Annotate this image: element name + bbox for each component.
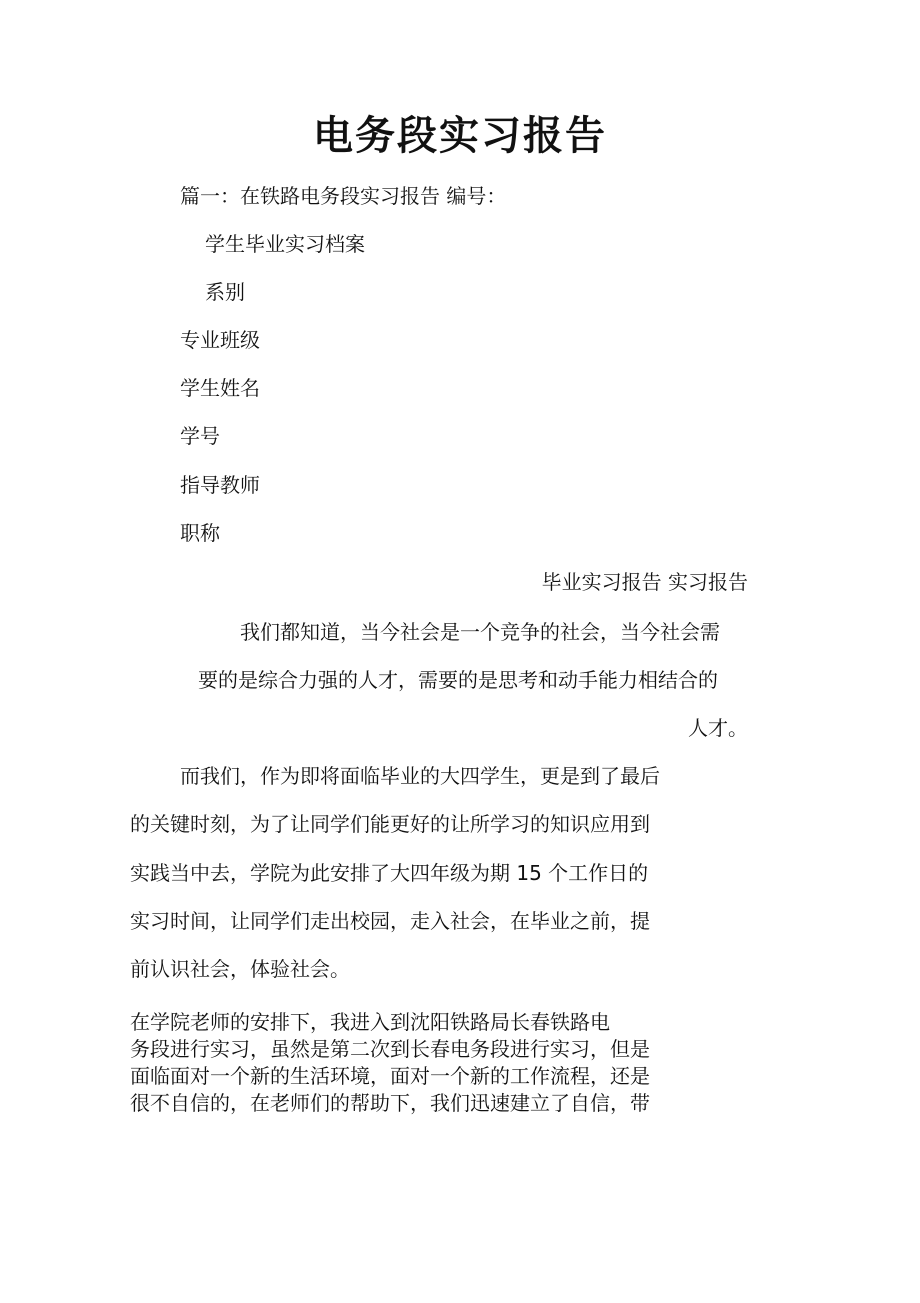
paragraph2-line-3: 面临面对一个新的生活环境，面对一个新的工作流程，还是 [130,1064,650,1088]
cover-archive: 学生毕业实习档案 [205,232,365,256]
intro-line-3: 人才。 [688,716,748,740]
paragraph1-line-3: 实践当中去，学院为此安排了大四年级为期 15 个工作日的 [130,861,649,885]
document-title: 电务段实习报告 [313,113,607,159]
report-label: 毕业实习报告 实习报告 [541,570,748,594]
paragraph2-line-2: 务段进行实习，虽然是第二次到长春电务段进行实习，但是 [130,1037,650,1061]
intro-line-1: 我们都知道，当今社会是一个竞争的社会，当今社会需 [240,620,720,644]
cover-advisor-title: 职称 [180,521,220,545]
cover-heading: 篇一：在铁路电务段实习报告 编号： [180,184,507,208]
cover-department: 系别 [205,280,245,304]
cover-major-class: 专业班级 [180,328,260,352]
cover-advisor: 指导教师 [180,473,260,497]
paragraph1-line-1: 而我们，作为即将面临毕业的大四学生，更是到了最后 [180,764,660,788]
cover-student-name: 学生姓名 [180,376,260,400]
paragraph1-line-2: 的关键时刻，为了让同学们能更好的让所学习的知识应用到 [130,812,650,836]
cover-student-id: 学号 [180,424,220,448]
paragraph1-line-5: 前认识社会，体验社会。 [130,957,350,981]
paragraph1-line-4: 实习时间，让同学们走出校园，走入社会，在毕业之前，提 [130,909,650,933]
paragraph2-line-4: 很不自信的，在老师们的帮助下，我们迅速建立了自信，带 [130,1091,650,1115]
paragraph2-line-1: 在学院老师的安排下，我进入到沈阳铁路局长春铁路电 [130,1010,610,1034]
intro-line-2: 要的是综合力强的人才，需要的是思考和动手能力相结合的 [198,668,718,692]
